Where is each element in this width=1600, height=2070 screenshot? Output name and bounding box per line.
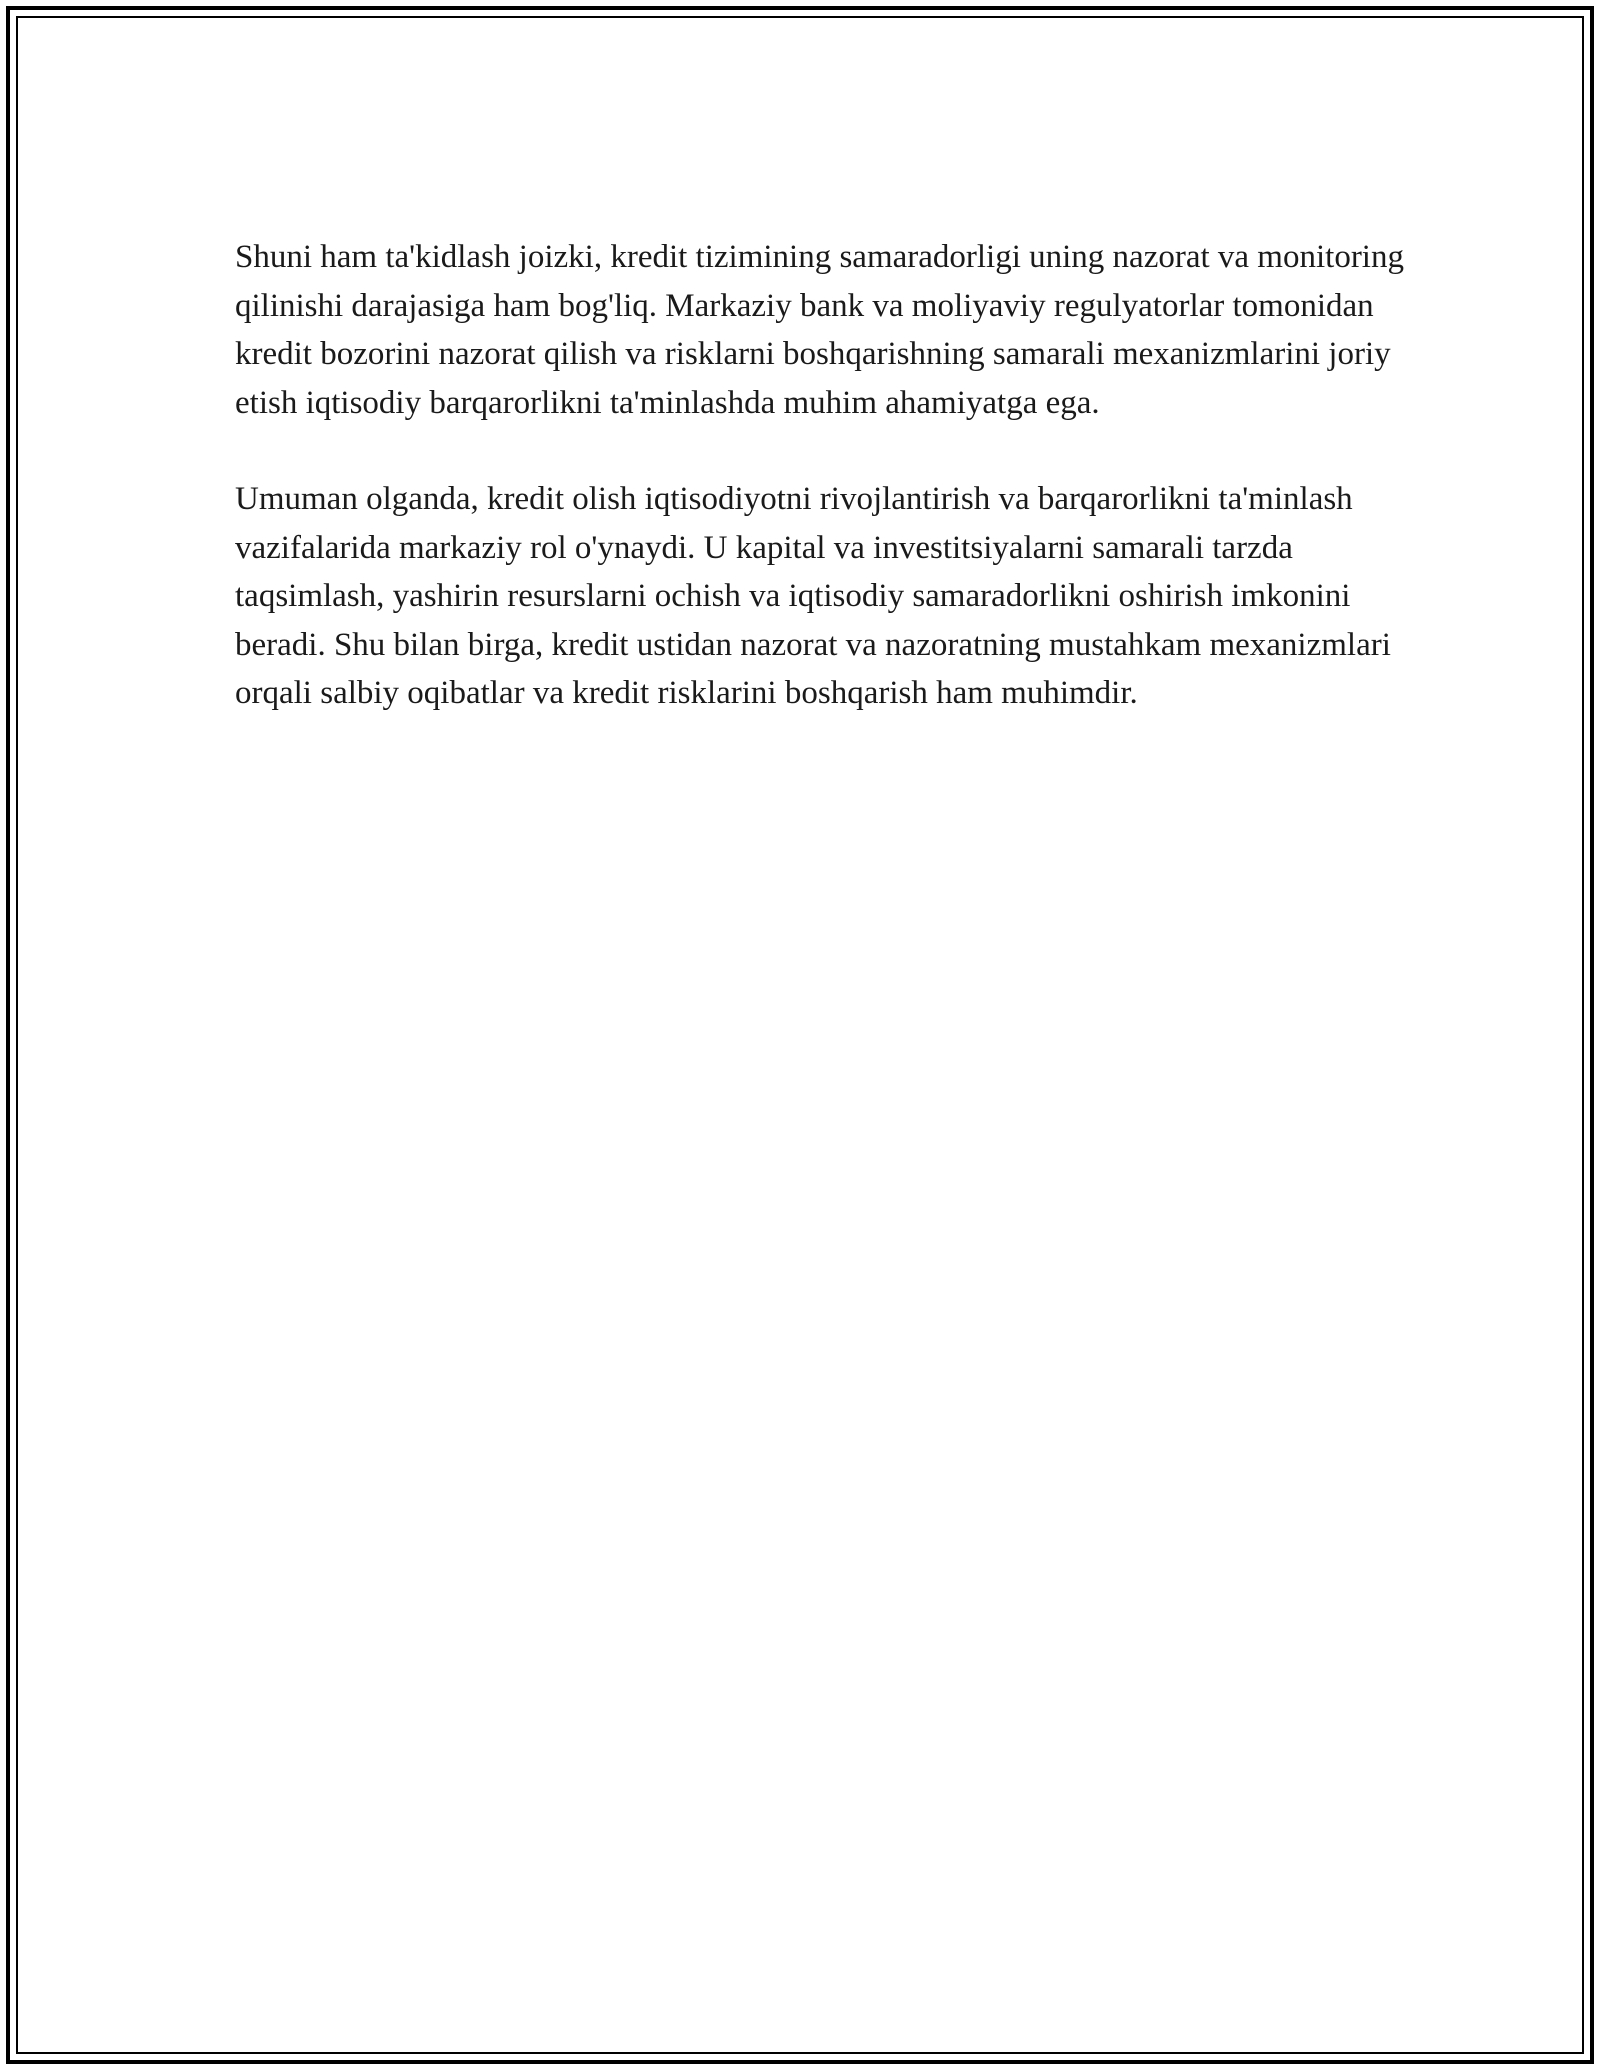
- paragraph-2: Umuman olganda, kredit olish iqtisodiyotni rivojlantirish va barqarorlikni ta'minlash vazifalarida markaziy rol o'ynaydi. U kapital va investitsiyalarni samarali tarzda taqsimlash, yashirin resurslarni ochish va iqtisodiy samaradorlikni oshirish imkonini beradi. Shu bilan birga, kredit ustidan nazorat va nazoratning mustahkam mexanizmlari orqali salbiy oqibatlar va kredit risklarini boshqarish ham muhimdir.: [235, 481, 1391, 711]
- document-body: [235, 233, 1405, 766]
- paragraph-1: Shuni ham ta'kidlash joizki, kredit tizimining samaradorligi uning nazorat va monitoring qilinishi darajasiga ham bog'liq. Markaziy bank va moliyaviy regulyatorlar tomonidan kredit bozorini nazorat qilish va risklarni boshqarishning samarali mexanizmlarini joriy etish iqtisodiy barqarorlikni ta'minlashda muhim ahamiyatga ega.: [235, 239, 1404, 421]
